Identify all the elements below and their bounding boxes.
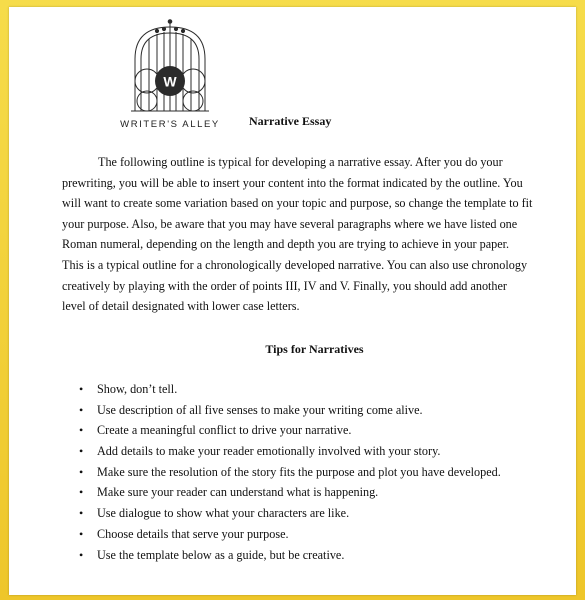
list-item [79,482,549,503]
intro-paragraph [62,152,532,317]
tip-text: Create a meaningful conflict to drive your narrative. [97,423,352,438]
intro-line: will want to create some variation based on your topic and purpose, so change the template to fit [62,196,533,211]
intro-line: prewriting, you will be able to insert your content into the format indicated by the outline. You [62,175,523,190]
tip-text: Use description of all five senses to make your writing come alive. [97,402,423,417]
bullet-icon: • [79,485,84,500]
list-item [79,441,549,462]
tip-text: Use the template below as a guide, but be creative. [97,547,345,562]
intro-line: creatively by playing with the order of points III, IV and V. Finally, you should add another [62,278,507,293]
tips-heading: Tips for Narratives [265,342,364,356]
list-item [79,545,549,566]
document-page [9,7,576,595]
list-item [79,462,549,483]
intro-line: The following outline is typical for developing a narrative essay. After you do your [98,155,503,169]
tip-text: Show, don’t tell. [97,382,178,396]
tip-text: Choose details that serve your purpose. [97,526,289,541]
bullet-icon: • [79,423,84,438]
bullet-icon: • [79,402,84,417]
bullet-icon: • [79,382,84,396]
bullet-icon: • [79,506,84,521]
intro-line: This is a typical outline for a chronologically developed narrative. You can also use chronology [62,257,528,272]
intro-line: your purpose. Also, be aware that you may have several paragraphs where we have listed one [62,216,518,231]
list-item [79,400,549,421]
logo-monogram: W [163,73,177,90]
tip-text: Make sure the resolution of the story fits the purpose and plot you have developed. [97,464,501,479]
tip-text: Use dialogue to show what your characters are like. [97,506,350,521]
bullet-icon: • [79,444,84,459]
logo-brand-text: WRITER'S ALLEY [120,119,220,130]
document-title: Narrative Essay [249,114,332,128]
tips-list [79,379,549,565]
intro-line: level of detail designated with lower case letters. [62,299,300,314]
list-item [79,524,549,545]
bullet-icon: • [79,464,84,479]
gate-arch-icon [117,19,223,119]
list-item [79,379,549,400]
tip-text: Make sure your reader can understand what is happening. [97,485,379,500]
list-item [79,420,549,441]
bullet-icon: • [79,526,84,541]
tip-text: Add details to make your reader emotionally involved with your story. [97,444,441,459]
list-item [79,503,549,524]
bullet-icon: • [79,547,84,562]
intro-line: Roman numeral, depending on the length and depth you are trying to achieve in your paper. [62,237,510,252]
